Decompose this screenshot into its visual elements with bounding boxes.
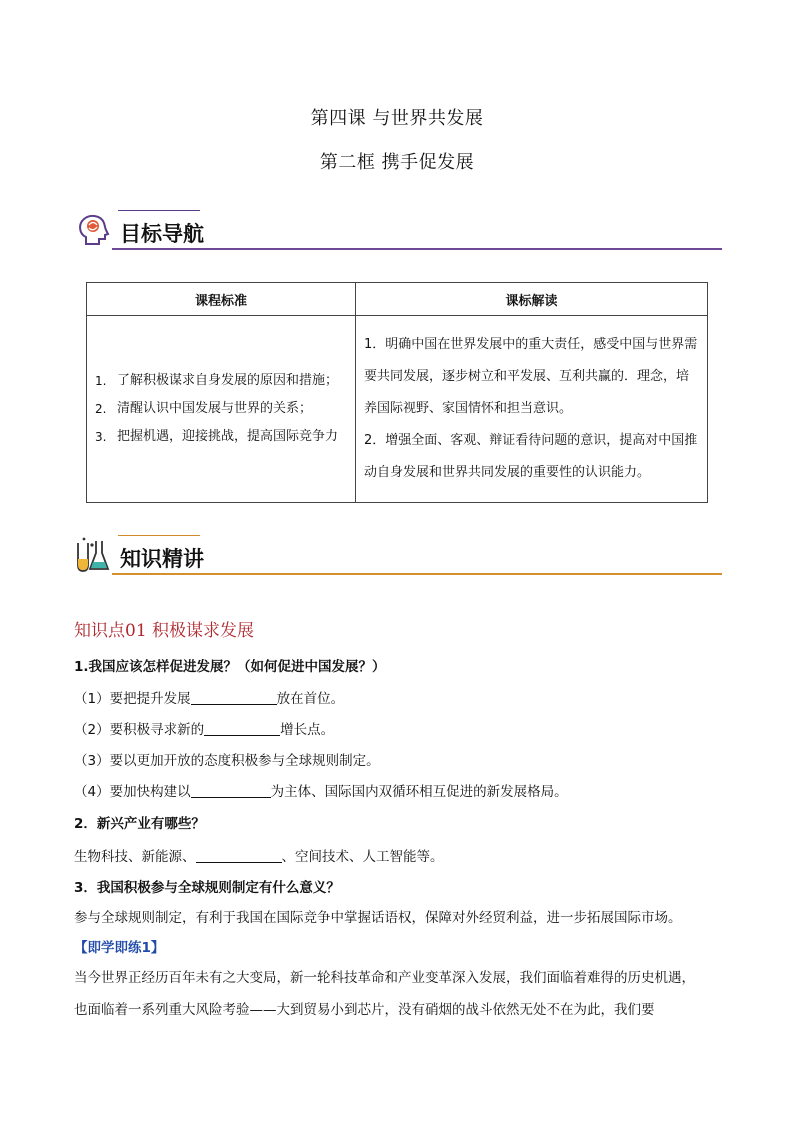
interpretation-paragraph: 1．明确中国在世界发展中的重大责任，感受中国与世界需要共同发展，逐步树立和平发展、互利共赢的．理念，培养国际视野、家国情怀和担当意识。 — [364, 337, 698, 416]
practice-text: 当今世界正经历百年未有之大变局，新一轮科技革命和产业变革深入发展，我们面临着难得的历史机遇， — [74, 970, 695, 986]
fill-blank[interactable] — [191, 783, 271, 798]
table-header-standard: 课程标准 — [87, 283, 356, 316]
section-divider — [112, 248, 722, 250]
standards-table — [86, 282, 708, 503]
item-number: 1. — [95, 374, 107, 388]
answer-item — [74, 718, 334, 738]
answer-item — [74, 780, 568, 800]
item-text: 清醒认识中国发展与世界的关系； — [117, 401, 313, 416]
answer-text: （4）要加快构建以 — [74, 784, 191, 800]
answer-item — [74, 687, 344, 707]
header-accent-line — [118, 210, 200, 211]
practice-text: 也面临着一系列重大风险考验——大到贸易小到芯片，没有硝烟的战斗依然无处不在为此，我们要 — [74, 1002, 655, 1018]
question-2: 2．新兴产业有哪些？ — [74, 816, 205, 832]
answer-text: 为主体、国际国内双循环相互促进的新发展格局。 — [270, 784, 568, 800]
item-text: 了解积极谋求自身发展的原因和措施； — [117, 373, 339, 388]
table-header-interpretation: 课标解读 — [356, 283, 708, 316]
knowledge-section-header — [72, 535, 722, 575]
answer-text: 参与全球规则制定，有利于我国在国际竞争中掌握话语权，保障对外经贸利益，进一步拓展国际市场。 — [74, 910, 682, 926]
frame-title: 第二框 携手促发展 — [319, 152, 475, 173]
standard-item — [95, 395, 349, 423]
item-number: 2. — [95, 402, 107, 416]
fill-blank[interactable] — [204, 721, 280, 736]
practice-label: 【即学即练1】 — [74, 940, 165, 956]
answer-item — [74, 749, 380, 769]
standards-cell — [87, 316, 356, 503]
goals-section-header — [72, 210, 722, 250]
lesson-title: 第四课 与世界共发展 — [310, 108, 484, 129]
item-text: 把握机遇，迎接挑战，提高国际竞争力 — [117, 429, 339, 444]
fill-blank[interactable] — [191, 690, 277, 705]
answer-text: 生物科技、新能源、 — [74, 849, 196, 865]
section-label: 知识精讲 — [120, 547, 204, 571]
answer-text: 放在首位。 — [276, 691, 345, 707]
answer-text: （2）要积极寻求新的 — [74, 722, 205, 738]
interpretation-cell — [356, 316, 708, 503]
answer-text: 增长点。 — [280, 722, 335, 738]
standard-item — [95, 423, 349, 451]
answer-text: （3）要以更加开放的态度积极参与全球规则制定。 — [74, 753, 380, 769]
answer-text: 、空间技术、人工智能等。 — [281, 849, 444, 865]
interpretation-paragraph: 2．增强全面、客观、辩证看待问题的意识，提高对中国推动自身发展和世界共同发展的重要性的认识能力。 — [364, 433, 698, 480]
fill-blank[interactable] — [196, 848, 282, 863]
answer-text: （1）要把提升发展 — [74, 691, 191, 707]
item-number: 3. — [95, 430, 107, 444]
knowledge-point-title: 知识点01 积极谋求发展 — [74, 621, 255, 641]
answer-item — [74, 845, 444, 865]
head-brain-icon — [72, 210, 112, 250]
section-label: 目标导航 — [120, 222, 204, 246]
lab-flask-icon — [72, 535, 112, 575]
standard-item — [95, 367, 349, 395]
header-accent-line — [118, 535, 200, 536]
question-1: 1.我国应该怎样促进发展？（如何促进中国发展？） — [74, 659, 386, 675]
question-3: 3．我国积极参与全球规则制定有什么意义？ — [74, 880, 340, 896]
section-divider — [112, 573, 722, 575]
